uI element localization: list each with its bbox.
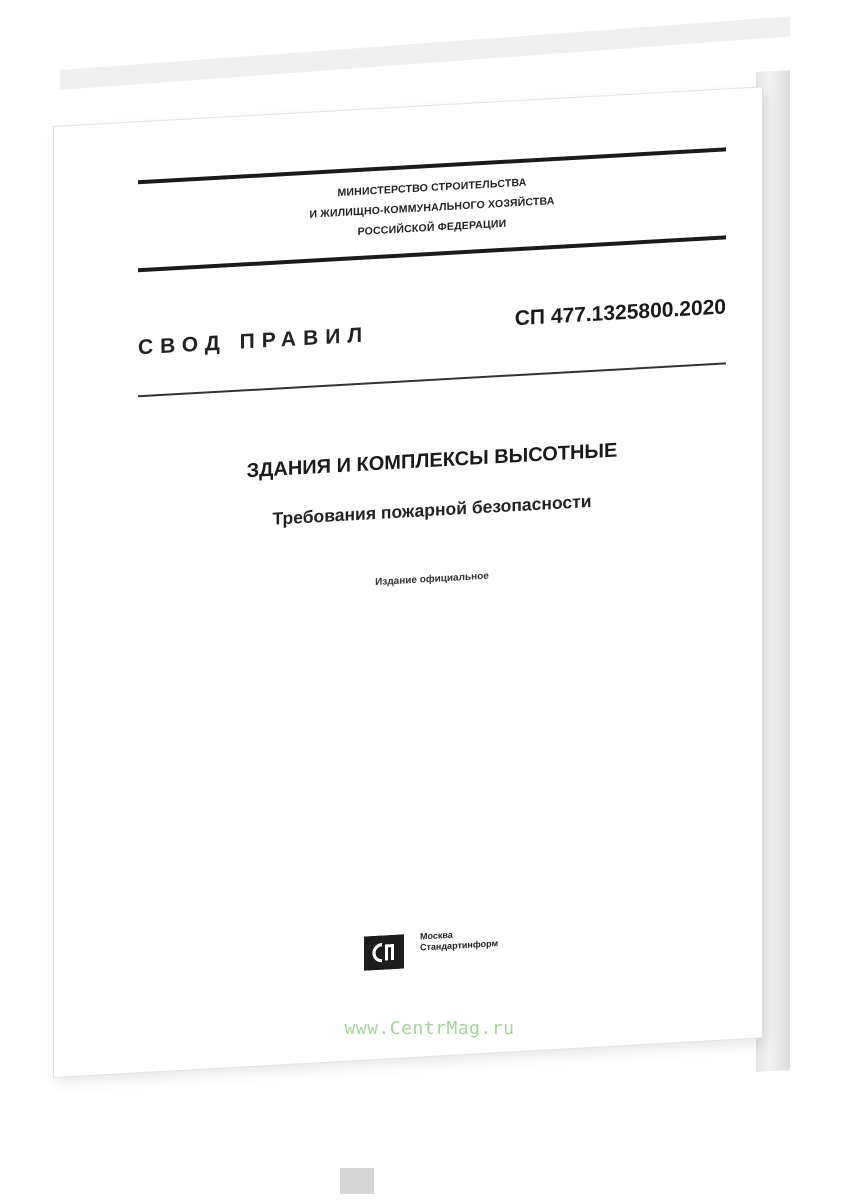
publisher-block [364, 923, 564, 974]
cover-reflection [340, 1172, 540, 1196]
document-title: ЗДАНИЯ И КОМПЛЕКСЫ ВЫСОТНЫЕ [246, 439, 618, 483]
standartinform-logo-icon [364, 934, 404, 970]
document-code: СП 477.1325800.2020 [514, 295, 726, 331]
ministry-line: РОССИЙСКОЙ ФЕДЕРАЦИИ [357, 217, 507, 239]
reflected-logo-icon [340, 1168, 374, 1194]
book-top-edge [60, 16, 790, 90]
document-type: СВОД ПРАВИЛ [138, 323, 370, 360]
book-cover [54, 87, 762, 1077]
document-subtitle: Требования пожарной безопасности [272, 490, 592, 529]
ministry-line: И ЖИЛИЩНО-КОММУНАЛЬНОГО ХОЗЯЙСТВА [309, 195, 555, 221]
ministry-line: МИНИСТЕРСТВО СТРОИТЕЛЬСТВА [337, 176, 527, 200]
publisher-name: Стандартинформ [420, 938, 499, 953]
edition-note: Издание официальное [375, 570, 489, 589]
publisher-city: Москва [420, 929, 453, 942]
code-bottom-rule [138, 362, 726, 397]
site-watermark: www.CentrMag.ru [344, 1018, 515, 1039]
